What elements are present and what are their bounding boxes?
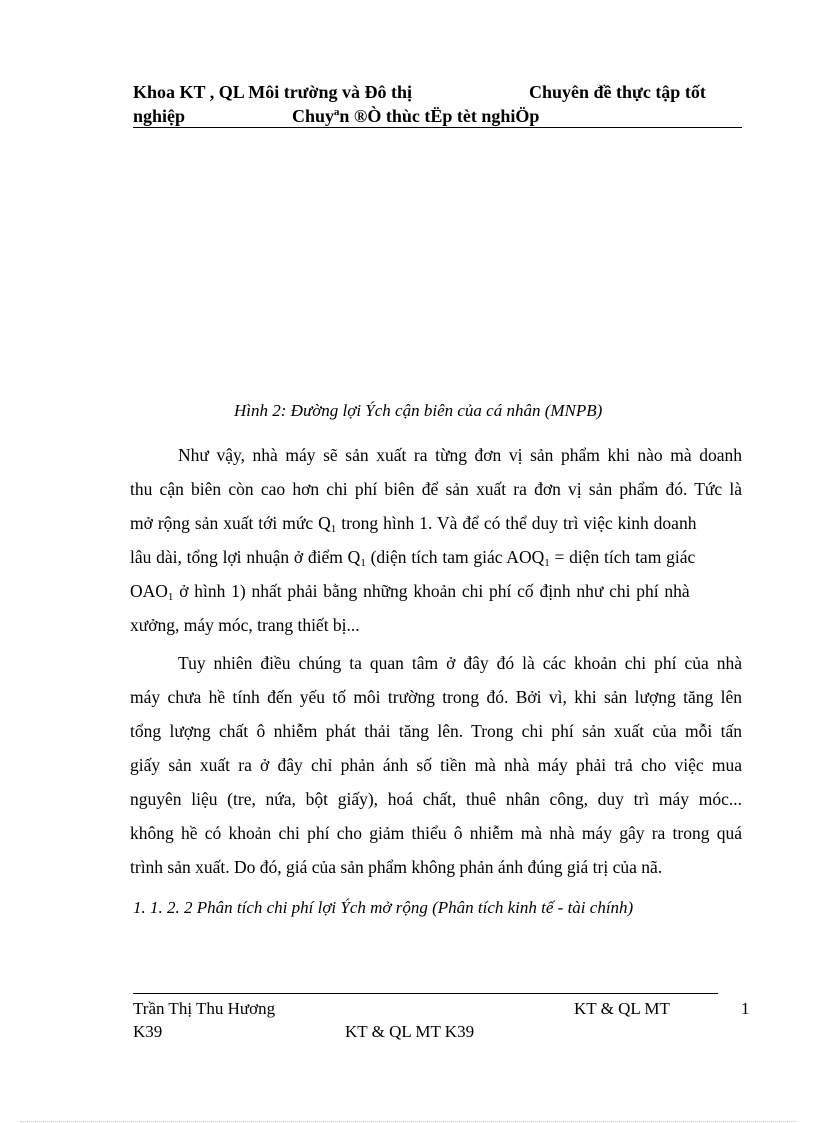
paragraph-line: nguyên liệu (tre, nứa, bột giấy), hoá chất, thuê nhân công, duy trì máy móc...	[130, 789, 742, 809]
header-report-title-cont: nghiệp	[133, 106, 186, 126]
footer-author: Trần Thị Thu Hương	[133, 999, 276, 1018]
paragraph-line: giấy sản xuất ra ở đây chỉ phản ánh số tiền mà nhà máy phải trả cho việc mua	[130, 755, 742, 775]
page-number: 1	[741, 999, 750, 1018]
paragraph-line: lâu dài, tổng lợi nhuận ở điểm $Q_1$ (diện tích tam giác $AOQ_1$ = diện tích tam giác	[130, 547, 696, 569]
section-heading: 1. 1. 2. 2 Phân tích chi phí lợi Ých mở rộng (Phân tích kinh tế - tài chính)	[133, 898, 634, 917]
paragraph-line: trình sản xuất. Do đó, giá của sản phẩm không phản ánh đúng giá trị của nã.	[130, 857, 663, 877]
paragraph-2	[130, 646, 742, 884]
paragraph-line: tổng lượng chất ô nhiễm phát thải tăng lên. Trong chi phí sản xuất của mỗi tấn	[130, 721, 742, 741]
header-rule	[133, 127, 742, 128]
footer-rule	[133, 993, 718, 994]
paragraph-line: Như vậy, nhà máy sẽ sản xuất ra từng đơn vị sản phẩm khi nào mà doanh	[178, 445, 742, 465]
header-report-title-garbled: Chuyªn ®Ò thùc tËp tèt nghiÖp	[292, 106, 540, 126]
header-faculty: Khoa KT , QL Môi trường và Đô thị	[133, 82, 412, 102]
figure-caption: Hình 2: Đường lợi Ých cận biên của cá nhân (MNPB)	[234, 401, 603, 420]
footer-department-class: KT & QL MT K39	[345, 1022, 475, 1041]
paragraph-line: thu cận biên còn cao hơn chi phí biên để sản xuất ra đơn vị sản phẩm đó. Tức là	[130, 479, 742, 499]
footer-department: KT & QL MT	[574, 999, 670, 1018]
paragraph-line: xưởng, máy móc, trang thiết bị...	[130, 615, 360, 635]
paragraph-line: mở rộng sản xuất tới mức $Q_1$ trong hình 1. Và để có thể duy trì việc kinh doanh	[130, 513, 697, 535]
paragraph-line: không hề có khoản chi phí cho giảm thiểu ô nhiễm mà nhà máy gây ra trong quá	[130, 823, 742, 843]
paragraph-1	[130, 438, 742, 642]
paragraph-line: máy chưa hề tính đến yếu tố môi trường trong đó. Bởi vì, khi sản lượng tăng lên	[130, 687, 742, 707]
paragraph-line: $OAO_1$ ở hình 1) nhất phải bằng những khoản chi phí cố định như chi phí nhà	[130, 581, 690, 603]
footer-class: K39	[133, 1022, 163, 1041]
header-report-title: Chuyên đề thực tập tốt	[529, 82, 706, 102]
paragraph-line: Tuy nhiên điều chúng ta quan tâm ở đây đó là các khoản chi phí của nhà	[178, 653, 742, 673]
page-bottom-divider	[20, 1121, 796, 1122]
